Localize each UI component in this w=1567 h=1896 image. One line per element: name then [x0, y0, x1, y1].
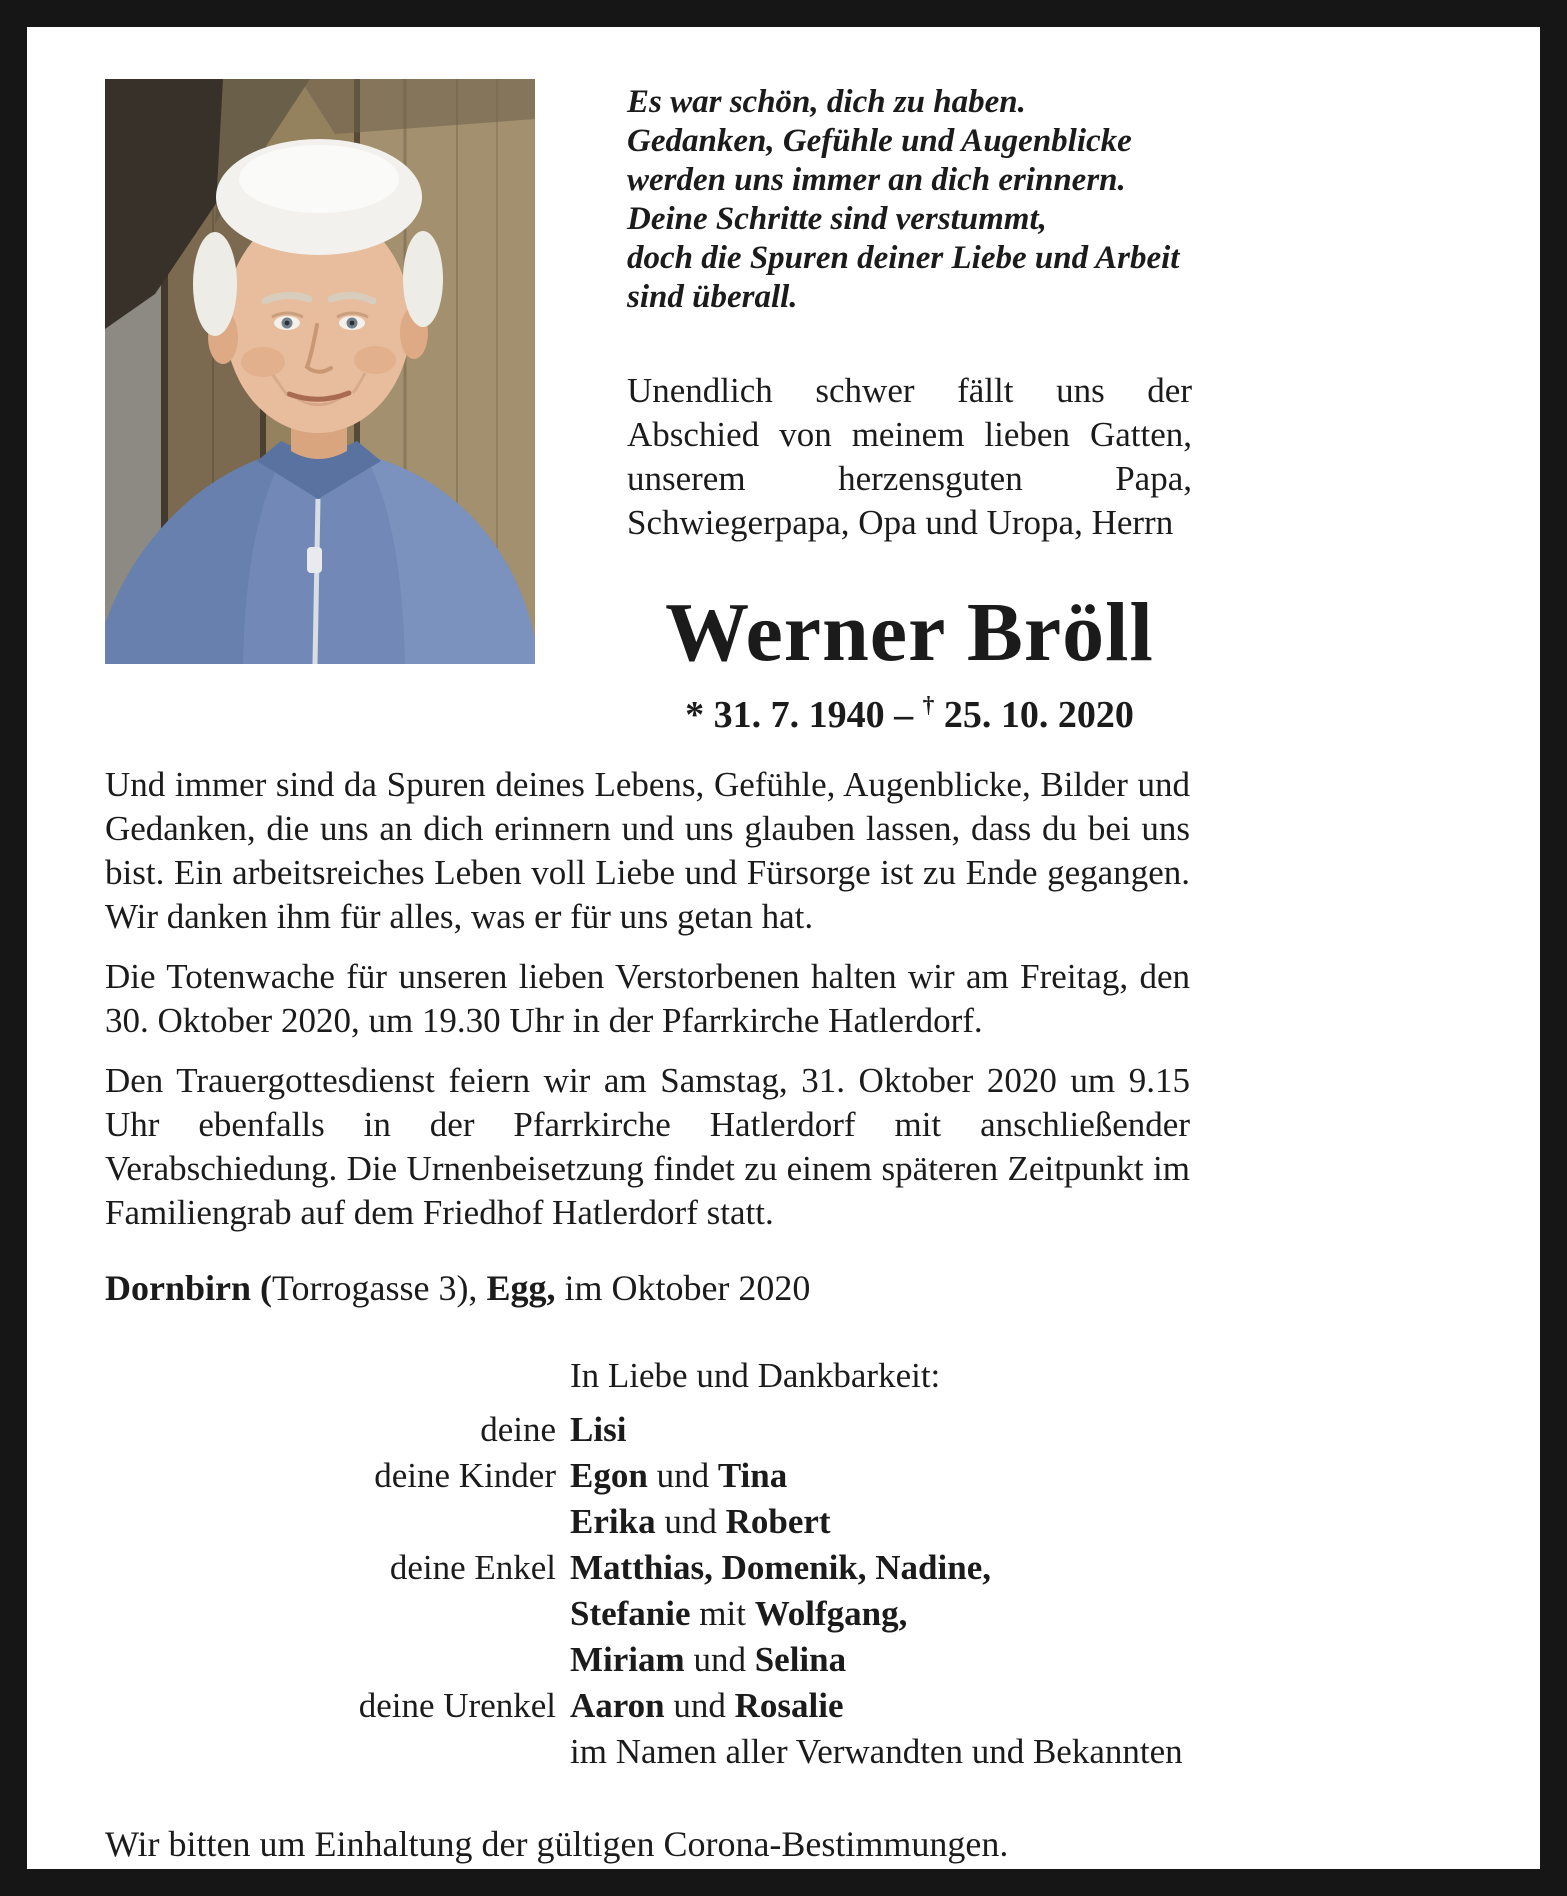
zipper [315, 499, 318, 664]
family-relation-label [105, 1637, 570, 1683]
zipper-pull [307, 547, 322, 573]
family-relation-label: deine Kinder [374, 1456, 556, 1496]
header-text-column [627, 75, 1192, 737]
family-row [105, 1545, 1190, 1591]
family-names: Miriam und Selina [570, 1640, 847, 1680]
family-names: Erika und Robert [570, 1502, 831, 1542]
family-names: Stefanie mit Wolfgang, [570, 1594, 908, 1634]
poem-line: sind überall. [627, 279, 798, 315]
portrait-illustration [105, 79, 535, 664]
family-relation-label [105, 1499, 570, 1545]
body-text [105, 763, 1190, 1867]
poem-line: Es war schön, dich zu haben. [627, 84, 1026, 120]
family-list [105, 1407, 1190, 1775]
trauergottesdienst-paragraph: Den Trauergottesdienst feiern wir am Samstag, 31. Oktober 2020 um 9.15 Uhr ebenfalls in der Pfarrkirche Hatlerdorf mit anschließender Verabschiedung. Die Urnenbeisetzung findet zu einem späteren Zeitpunkt im Familiengrab auf dem Friedhof Hatlerdorf statt. [105, 1061, 1190, 1233]
location-line: Dornbirn (Torrogasse 3), Egg, im Oktober 2020 [105, 1268, 811, 1309]
poem-line: Deine Schritte sind verstummt, [627, 201, 1047, 237]
poem-line: werden uns immer an dich erinnern. [627, 162, 1126, 198]
family-row [105, 1637, 1190, 1683]
top-section [105, 75, 1540, 737]
family-names: Aaron und Rosalie [570, 1686, 844, 1726]
family-relation-label [105, 1591, 570, 1637]
life-dates: * 31. 7. 1940 – † 25. 10. 2020 [685, 691, 1134, 737]
poem-line: Gedanken, Gefühle und Augenblicke [627, 123, 1132, 159]
family-row [105, 1453, 1190, 1499]
family-relation-label: deine [480, 1410, 556, 1450]
poem-line: doch die Spuren deiner Liebe und Arbeit [627, 240, 1180, 276]
family-names: Matthias, Domenik, Nadine, [570, 1548, 991, 1588]
family-row [105, 1591, 1190, 1637]
memory-paragraph: Und immer sind da Spuren deines Lebens, Gefühle, Augenblicke, Bilder und Gedanken, die uns an dich erinnern und uns glauben lassen, dass du bei uns bist. Ein arbeitsreiches Leben voll Liebe und Fürsorge ist zu Ende gegangen. Wir danken ihm für alles, was er für uns getan hat. [105, 765, 1190, 937]
family-names: Egon und Tina [570, 1456, 788, 1496]
obituary-card [27, 27, 1540, 1869]
family-row [105, 1683, 1190, 1729]
deceased-name: Werner Bröll [665, 586, 1154, 679]
totenwache-paragraph: Die Totenwache für unseren lieben Verstorbenen halten wir am Freitag, den 30. Oktober 2020, um 19.30 Uhr in der Pfarrkirche Hatlerdorf. [105, 957, 1190, 1041]
cross-symbol: † [922, 691, 935, 718]
family-relation-label: deine Urenkel [358, 1686, 556, 1726]
family-row [105, 1499, 1190, 1545]
family-row [105, 1407, 1190, 1453]
portrait-photo [105, 79, 535, 664]
gratitude-line: In Liebe und Dankbarkeit: [570, 1356, 941, 1396]
memorial-poem [627, 83, 1192, 317]
closing-line: im Namen aller Verwandten und Bekannten [570, 1732, 1183, 1772]
family-names: Lisi [570, 1410, 627, 1450]
intro-paragraph: Unendlich schwer fällt uns der Abschied von meinem lieben Gatten, unserem herzensguten Papa, Schwiegerpapa, Opa und Uropa, Herrn [627, 371, 1192, 542]
family-relation-label: deine Enkel [389, 1548, 556, 1588]
corona-notice: Wir bitten um Einhaltung der gültigen Corona-Bestimmungen. [105, 1824, 1009, 1865]
